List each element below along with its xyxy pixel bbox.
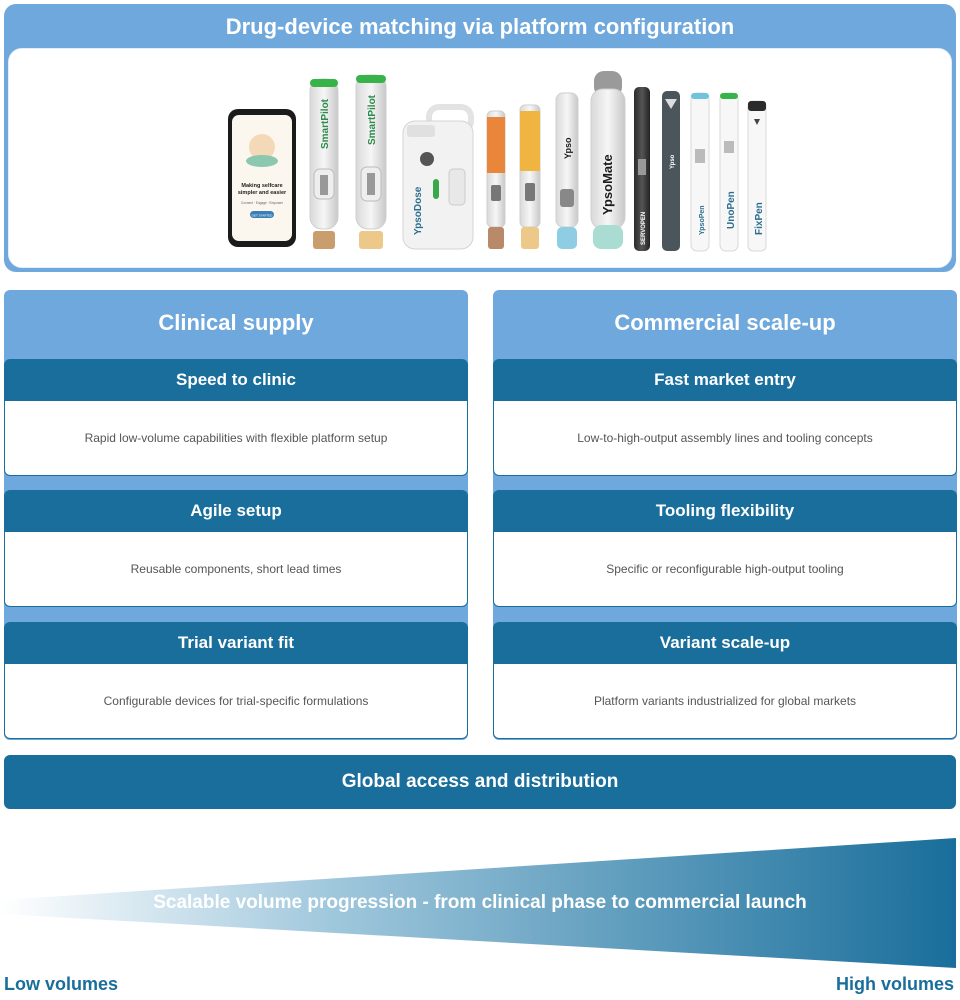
autoinjector-icon (556, 93, 578, 249)
card-body: Platform variants industrialized for global markets (493, 664, 957, 739)
card-title: Fast market entry (493, 359, 957, 401)
phone-headline-1: Making selfcare (241, 183, 283, 189)
svg-text:Ypso: Ypso (670, 154, 676, 169)
global-access-bar: Global access and distribution (4, 755, 956, 809)
portfolio-title: Drug-device matching via platform configuration (225, 14, 735, 39)
autoinjector-icon (591, 71, 625, 249)
patch-injector-icon (403, 107, 473, 249)
trial-variant-fit-card (4, 622, 468, 739)
pen-injector-icon (720, 93, 738, 251)
tooling-flexibility-card (493, 490, 957, 607)
phone-headline-2: simpler and easier (237, 190, 287, 196)
smartpilot-label-1: SmartPilot (320, 98, 331, 149)
card-body: Low-to-high-output assembly lines and tooling concepts (493, 401, 957, 476)
card-title: Trial variant fit (4, 622, 468, 664)
ypsodose-label: YpsoDose (413, 186, 424, 235)
servopen-label: SERVOPEN (641, 211, 647, 245)
card-title: Tooling flexibility (493, 490, 957, 532)
card-title: Speed to clinic (4, 359, 468, 401)
ypsomate-label: YpsoMate (600, 154, 615, 215)
unopen-label: UnoPen (726, 191, 737, 229)
svg-text:Ypso: Ypso (563, 137, 573, 159)
phone-tagline: Connect · Engage · Empower (241, 201, 283, 205)
agile-setup-card (4, 490, 468, 607)
variant-scale-up-card (493, 622, 957, 739)
card-body: Configurable devices for trial-specific formulations (4, 664, 468, 739)
low-volumes-label: Low volumes (4, 974, 119, 994)
pen-injector-icon (634, 87, 650, 251)
fixpen-label: FixPen (754, 202, 765, 235)
autoinjector-icon (356, 75, 386, 249)
card-body: Specific or reconfigurable high-output tooling (493, 532, 957, 607)
commercial-scale-up-column (493, 290, 957, 740)
ypsopen-label: YpsoPen (699, 205, 706, 235)
smartpilot-label-2: SmartPilot (367, 94, 378, 145)
pen-injector-icon (748, 101, 766, 251)
phone-button: GET STARTED (251, 213, 273, 218)
commercial-scale-up-title: Commercial scale-up (614, 310, 836, 335)
pen-injector-icon (487, 111, 505, 249)
speed-to-clinic-card (4, 359, 468, 476)
pen-injector-icon (520, 105, 540, 249)
card-title: Variant scale-up (493, 622, 957, 664)
pen-injector-icon (691, 93, 709, 251)
clinical-supply-column (4, 290, 468, 740)
autoinjector-icon (310, 79, 338, 249)
card-title: Agile setup (4, 490, 468, 532)
clinical-supply-title: Clinical supply (158, 310, 314, 335)
pen-injector-icon (662, 91, 680, 251)
volume-progression-caption: Scalable volume progression - from clinical phase to commercial launch (153, 892, 807, 913)
card-body: Reusable components, short lead times (4, 532, 468, 607)
smartphone-app-icon (228, 109, 296, 247)
high-volumes-label: High volumes (835, 974, 954, 994)
card-body: Rapid low-volume capabilities with flexible platform setup (4, 401, 468, 476)
fast-market-entry-card (493, 359, 957, 476)
device-lineup-illustration (9, 49, 953, 269)
device-lineup-image (8, 48, 952, 268)
device-portfolio-panel (4, 4, 956, 272)
